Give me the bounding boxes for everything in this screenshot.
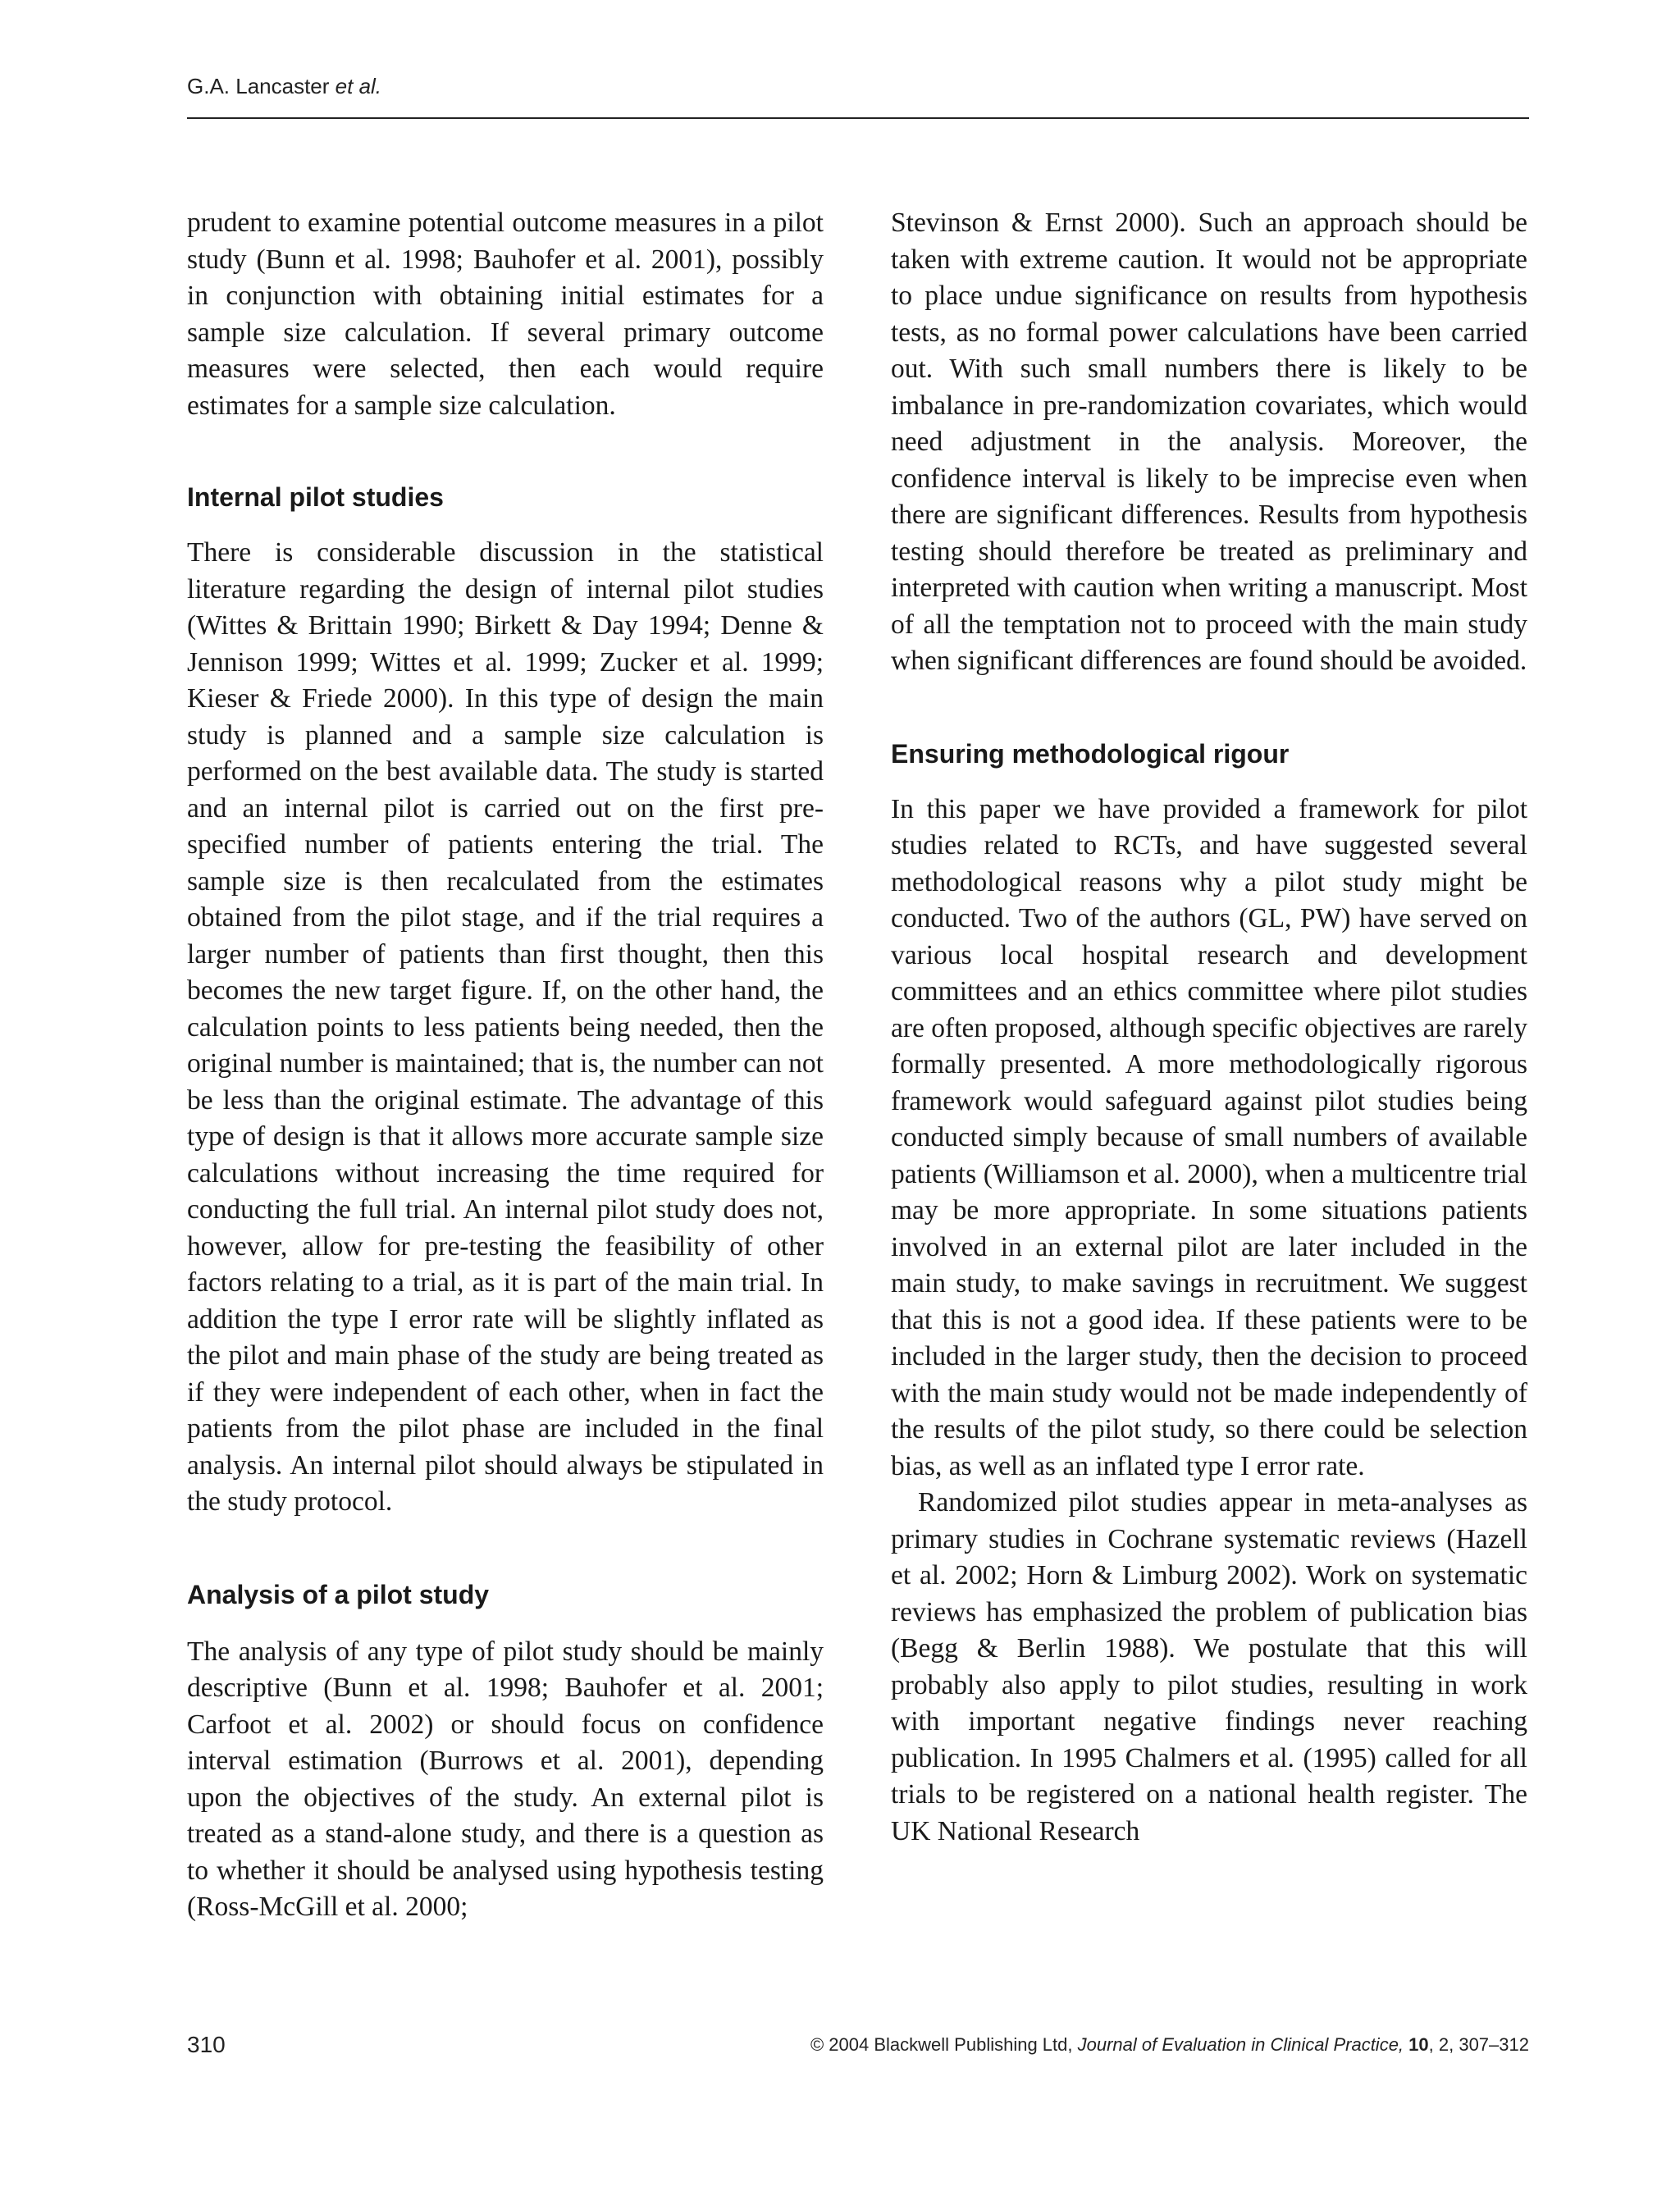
right-column xyxy=(891,205,1527,1850)
left-paragraph-2: There is considerable discussion in the statistical literature regarding the design of internal pilot studies (Wittes & Brittain 1990; Birkett & Day 1994; Denne & Jennison 1999; Wittes et al. 1999; Zucker et al. 1999; Kieser & Friede 2000). In this type of design the main study is planned and a sample size calculation is performed on the best available data. The study is started and an internal pilot is carried out on the first pre-specified number of patients entering the trial. The sample size is then recalculated from the estimates obtained from the pilot stage, and if the trial requires a larger number of patients than first thought, then this becomes the new target figure. If, on the other hand, the calculation points to less patients being needed, then the original number is maintained; that is, the number can not be less than the original estimate. The advantage of this type of design is that it allows more accurate sample size calculations without increasing the time required for conducting the full trial. An internal pilot study does not, however, allow for pre-testing the feasibility of other factors relating to a trial, as it is part of the main trial. In addition the type I error rate will be slightly inflated as the pilot and main phase of the study are being treated as if they were independent of each other, when in fact the patients from the pilot phase are included in the final analysis. An internal pilot should always be stipulated in the study protocol. xyxy=(187,537,824,1517)
footer-issue-pages: , 2, 307–312 xyxy=(1428,2034,1529,2055)
running-head xyxy=(187,74,381,99)
right-paragraph-2: In this paper we have provided a framework for pilot studies related to RCTs, and have suggested several methodological reasons why a pilot study might be conducted. Two of the authors (GL, PW) have served on various local hospital research and development committees and an ethics committee where pilot studies are often proposed, although specific objectives are rarely formally presented. A more methodologically rigorous framework would safeguard against pilot studies being conducted simply because of small numbers of available patients (Williamson et al. 2000), when a multicentre trial may be more appropriate. In some situations patients involved in an external pilot are later included in the main study, to make savings in recruitment. We suggest that this is not a good idea. If these patients were to be included in the larger study, then the decision to proceed with the main study would not be made independently of the results of the pilot study, so there could be selection bias, as well as an inflated type I error rate. xyxy=(891,793,1527,1481)
footer-journal-title: Journal of Evaluation in Clinical Practice, xyxy=(1077,2034,1404,2055)
footer-volume: 10 xyxy=(1408,2034,1429,2055)
header-rule xyxy=(187,117,1529,119)
left-column xyxy=(187,205,824,1926)
left-paragraph-3: The analysis of any type of pilot study should be mainly descriptive (Bunn et al. 1998; Bauhofer et al. 2001; Carfoot et al. 2002) or should focus on confidence interval estimation (Burrows et al. 2001), depending upon the objectives of the study. An external pilot is treated as a stand-alone study, and there is a question as to whether it should be analysed using hypothesis testing (Ross-McGill et al. 2000; xyxy=(187,1636,824,1922)
heading-methodological-rigour: Ensuring methodological rigour xyxy=(891,738,1290,769)
heading-internal-pilot-studies: Internal pilot studies xyxy=(187,482,444,512)
running-head-etal: et al. xyxy=(335,74,382,98)
running-head-authors: G.A. Lancaster xyxy=(187,74,330,98)
right-paragraph-3: Randomized pilot studies appear in meta-analyses as primary studies in Cochrane systematic reviews (Hazell et al. 2002; Horn & Limburg 2002). Work on systematic reviews has emphasized the problem of publication bias (Begg & Berlin 1988). We postulate that this will probably also apply to pilot studies, resulting in work with important negative findings never reaching publication. In 1995 Chalmers et al. (1995) called for all trials to be registered on a national health register. The UK National Research xyxy=(891,1487,1527,1846)
footer-copyright-text: © 2004 Blackwell Publishing Ltd, xyxy=(810,2034,1073,2055)
right-paragraph-1: Stevinson & Ernst 2000). Such an approach should be taken with extreme caution. It would not be appropriate to place undue significance on results from hypothesis tests, as no formal power calculations have been carried out. With such small numbers there is likely to be imbalance in pre-randomization covariates, which would need adjustment in the analysis. Moreover, the confidence interval is likely to be imprecise even when there are significant differences. Results from hypothesis testing should therefore be treated as preliminary and interpreted with caution when writing a manuscript. Most of all the temptation not to proceed with the main study when significant differences are found should be avoided. xyxy=(891,208,1527,676)
footer-copyright xyxy=(810,2034,1529,2056)
page-number: 310 xyxy=(187,2032,226,2057)
heading-analysis-of-pilot-study: Analysis of a pilot study xyxy=(187,1579,490,1609)
left-paragraph-1: prudent to examine potential outcome measures in a pilot study (Bunn et al. 1998; Bauhofer et al. 2001), possibly in conjunction with obtaining initial estimates for a sample size calculation. If several primary outcome measures were selected, then each would require estimates for a sample size calculation. xyxy=(187,208,824,421)
